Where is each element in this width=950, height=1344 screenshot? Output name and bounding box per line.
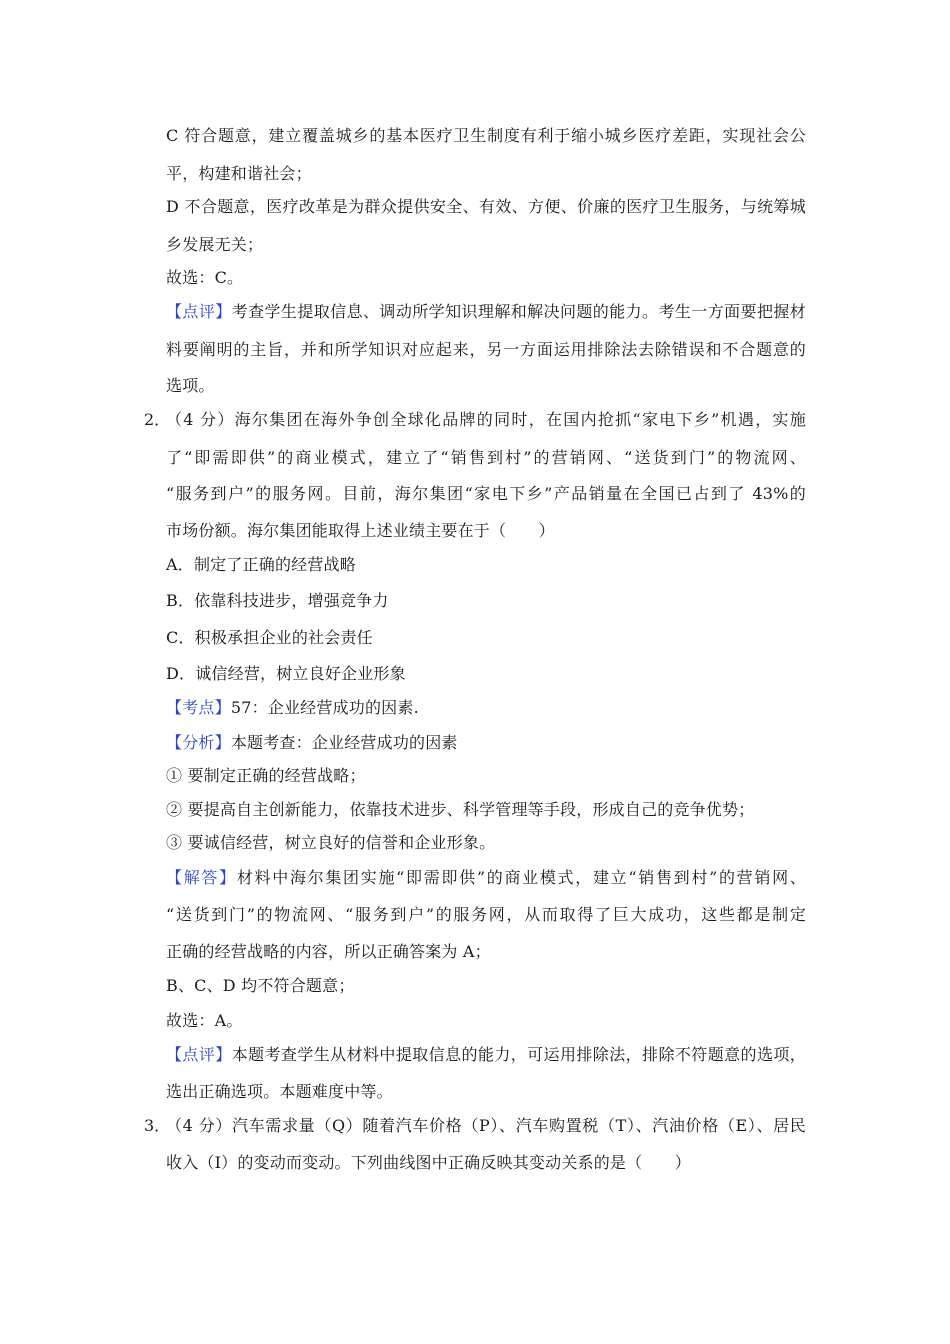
- q2-jieda-line1: [166, 868, 806, 888]
- q2-fenxi-text: 本题考查：企业经营成功的因素: [230, 733, 458, 752]
- q2-option-d: D．诚信经营，树立良好企业形象: [166, 664, 406, 683]
- q2-comment-line2: 选出正确选项。本题难度中等。: [166, 1082, 393, 1101]
- q2-jieda-line3: 正确的经营战略的内容，所以正确答案为 A；: [166, 942, 491, 961]
- q2-point-2: ② 要提高自主创新能力，依靠技术进步、科学管理等手段，形成自己的竞争优势；: [166, 800, 755, 819]
- q2-point-3: ③ 要诚信经营，树立良好的信誉和企业形象。: [166, 833, 496, 852]
- q2-comment-line1: [166, 1045, 806, 1065]
- q2-kaodian-text: 57：企业经营成功的因素.: [230, 698, 419, 717]
- q2-comment-text: 本题考查学生从材料中提取信息的能力，可运用排除法，排除不符题意的选项，: [231, 1045, 806, 1064]
- q2-jieda-text: 材料中海尔集团实施“即需即供”的商业模式，建立“销售到村”的营销网、: [236, 868, 806, 887]
- q1-comment-line1: [166, 302, 806, 322]
- q2-fenxi: [166, 733, 458, 753]
- q1-option-c-analysis-line1: C 符合题意，建立覆盖城乡的基本医疗卫生制度有利于缩小城乡医疗差距，实现社会公: [166, 126, 806, 145]
- q2-jieda-line2: “送货到门”的物流网、“服务到户”的服务网，从而取得了巨大成功，这些都是制定: [166, 905, 806, 924]
- q2-point-1: ① 要制定正确的经营战略；: [166, 766, 366, 785]
- q1-choice: 故选：C。: [166, 268, 244, 287]
- q1-option-d-analysis-line2: 乡发展无关；: [166, 235, 264, 254]
- q1-option-d-analysis-line1: D 不合题意，医疗改革是为群众提供安全、有效、方便、价廉的医疗卫生服务，与统筹城: [166, 197, 806, 216]
- q1-option-c-analysis-line2: 平，构建和谐社会；: [166, 164, 312, 183]
- q2-stem-line1: （4 分）海尔集团在海外争创全球化品牌的同时，在国内抢抓“家电下乡”机遇，实施: [166, 410, 806, 429]
- q3-stem-line1: （4 分）汽车需求量（Q）随着汽车价格（P）、汽车购置税（T）、汽油价格（E）、居民: [166, 1116, 806, 1135]
- q2-stem-line3: “服务到户”的服务网。目前，海尔集团“家电下乡”产品销量在全国已占到了 43%的: [166, 484, 806, 503]
- q1-comment-line3: 选项。: [166, 376, 215, 395]
- q2-stem-line4: 市场份额。海尔集团能取得上述业绩主要在于（ ）: [166, 521, 555, 540]
- q2-option-a: A．制定了正确的经营战略: [166, 555, 356, 574]
- kaodian-tag: 【考点】: [166, 698, 231, 717]
- q3-stem-line2: 收入（I）的变动而变动。下列曲线图中正确反映其变动关系的是（ ）: [166, 1153, 691, 1172]
- q2-kaodian: [166, 698, 419, 718]
- q2-number: 2．: [144, 410, 171, 429]
- q1-comment-line2: 料要阐明的主旨，并和所学知识对应起来，另一方面运用排除法去除错误和不合题意的: [166, 340, 806, 359]
- comment-tag: 【点评】: [166, 302, 232, 321]
- q2-choice: 故选：A。: [166, 1011, 243, 1030]
- q2-others: B、C、D 均不符合题意；: [166, 976, 355, 995]
- q3-number: 3．: [144, 1116, 171, 1135]
- q2-stem-line2: 了“即需即供”的商业模式，建立了“销售到村”的营销网、“送货到门”的物流网、: [166, 448, 806, 467]
- fenxi-tag: 【分析】: [166, 733, 231, 752]
- jieda-tag: 【解答】: [166, 868, 237, 887]
- q2-option-b: B．依靠科技进步，增强竞争力: [166, 591, 389, 610]
- comment-tag: 【点评】: [166, 1045, 232, 1064]
- q1-comment-text: 考查学生提取信息、调动所学知识理解和解决问题的能力。考生一方面要把握材: [231, 302, 806, 321]
- q2-option-c: C．积极承担企业的社会责任: [166, 628, 373, 647]
